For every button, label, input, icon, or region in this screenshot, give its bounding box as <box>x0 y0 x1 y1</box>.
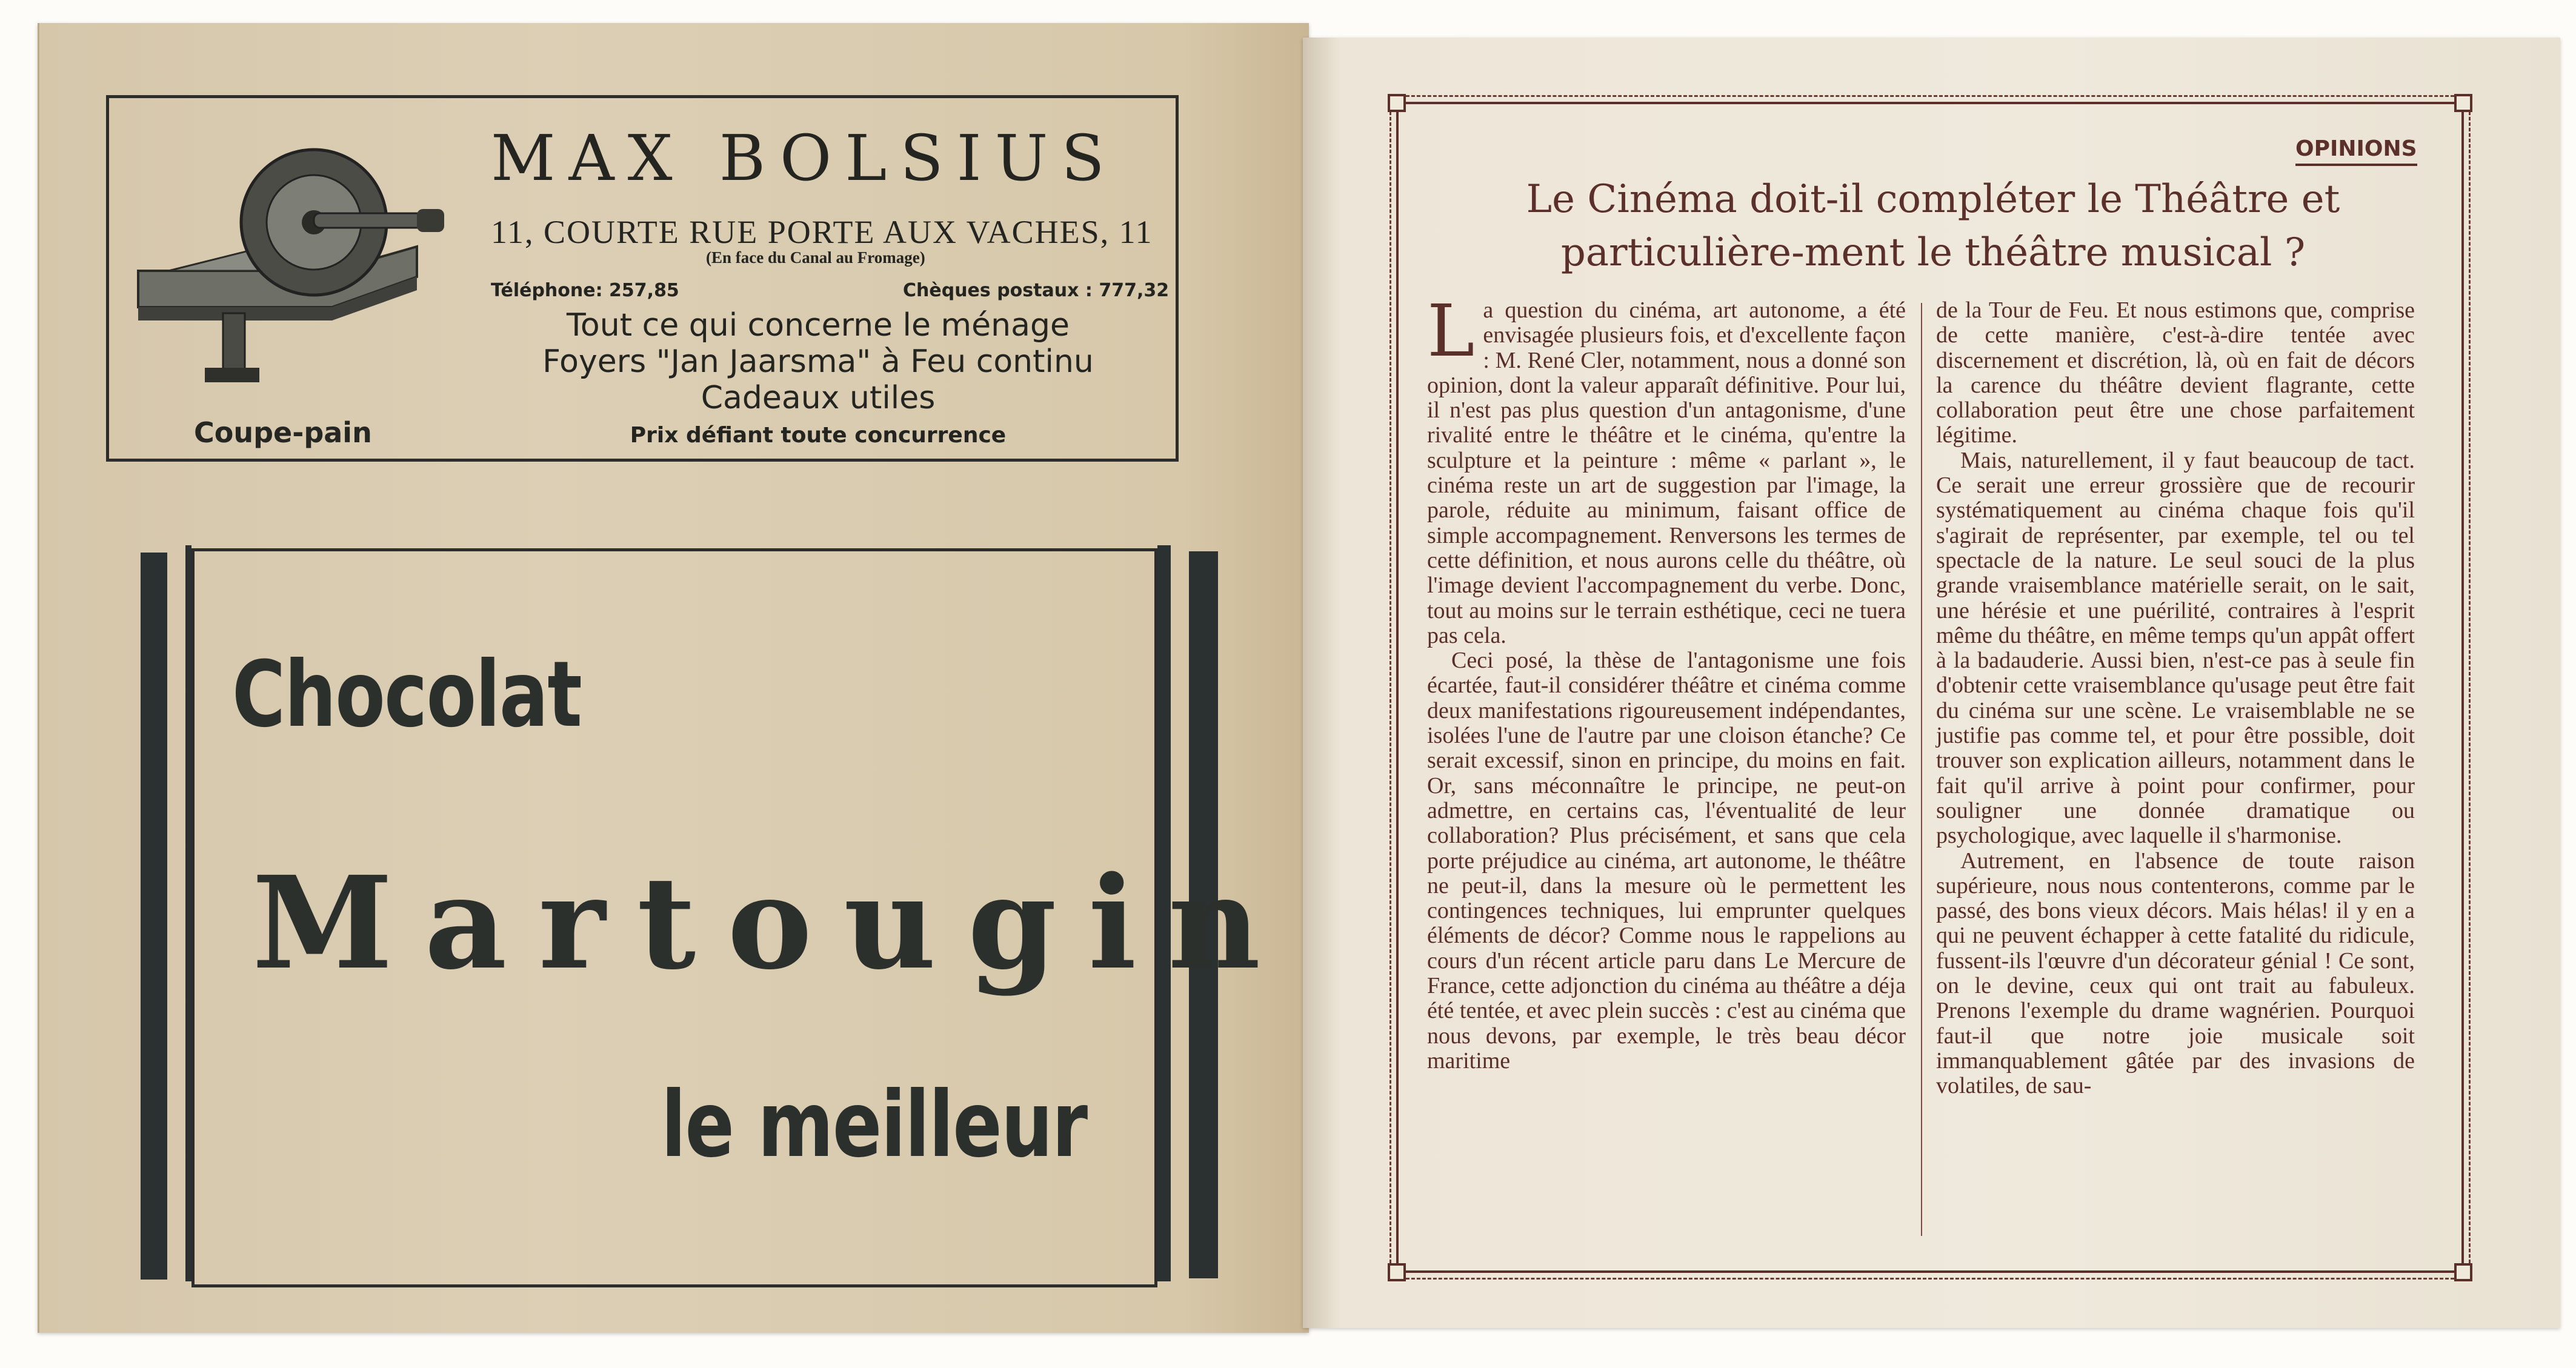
slicer-caption: Coupe-pain <box>194 416 372 449</box>
ad-line-1: Tout ce qui concerne le ménage <box>567 307 1070 344</box>
paragraph-5: Autrement, en l'absence de toute raison supérieure, nous nous contenterons, comme par le passé, des bons vieux décors. Mais hélas! il y en a qui ne peuvent échapper à cette fatalité du ridicule, fussent-ils l'œuvre d'un décorateur génial ! Ce sont, on le devine, ceux qui ont trait au fabuleux. Prenons l'exemple du drame wagnérien. Pourquoi faut-il que notre joie musicale soit immanquablement gâtée par des invasions de volatiles, de sau- <box>1936 848 2415 1099</box>
drop-cap: L <box>1427 289 1475 373</box>
article-title: Le Cinéma doit-il compléter le Théâtre et particulière-ment le théâtre musical ? <box>1526 177 2340 275</box>
paragraph-2: Ceci posé, la thèse de l'antagonisme une fois écartée, faut-il considérer théâtre et cinéma comme deux manifestations rigoureusement indépendantes, isolées l'une de l'autre par une cloison étanche? Ce serait excessif, sinon en principe, du moins en fait. Or, sans méconnaître le principe, ne peut-on admettre, en certains cas, l'éventualité de leur collaboration? Plus précisément, et sans que cela porte préjudice au cinéma, art autonome, le théâtre ne peut-il, dans la mesure où le permettent les contingences techniques, lui emprunter quelques éléments de décor? Comme nous le rappelions au cours d'un récent article paru dans Le Mercure de France, cette adjonction du cinéma au théâtre a déja été tentée, et avec plein succès : c'est au cinéma que nous devons, par exemple, le très beau décor maritime <box>1427 648 1906 1074</box>
bolsius-advertisement <box>106 95 1179 462</box>
chocolat-text: Chocolat <box>232 642 582 748</box>
martougin-text: Martougin <box>252 848 1293 998</box>
advertiser-name: MAX BOLSIUS <box>491 121 1118 195</box>
ad-line-2: Foyers "Jan Jaarsma" à Feu continu <box>542 344 1094 380</box>
ad-price-line: Prix défiant toute concurrence <box>630 423 1007 448</box>
le-meilleur-text: le meilleur <box>661 1072 1087 1178</box>
frame-corner-br <box>2454 1263 2472 1281</box>
paragraph-4: Mais, naturellement, il y faut beaucoup de tact. Ce serait une erreur grossière que de recourir systématiquement au cinéma chaque fois qu'il s'agirait de représenter, par exemple, tel ou tel spectacle de la nature. Le seul souci de la plus grande vraisemblance matérielle serait, on le sait, une hérésie et une puérilité, contraires à l'esprit même du théâtre, en même temps qu'un appât offert à la badauderie. Aussi bien, n'est-ce pas à seule fin d'obtenir cette vraisemblance qu'usage peut être fait du cinéma sur une scène. Le vraisemblable ne se justifie pas comme tel, et pour être possible, doit trouver son explication ailleurs, notamment dans le fait qu'il arrive à point pour confirmer, pour souligner une donnée dramatique ou psychologique, avec laquelle il s'harmonise. <box>1936 447 2415 849</box>
frame-corner-bl <box>1388 1263 1406 1281</box>
postal-cheques: Chèques postaux : 777,32 <box>903 280 1170 301</box>
ad-frame-bar-left-outer <box>141 553 167 1280</box>
frame-corner-tl <box>1388 94 1406 112</box>
paragraph-3: de la Tour de Feu. Et nous estimons que, comprise de cette manière, c'est-à-dire tentée avec discernement et discrétion, là, où en fait de décors la carence du théâtre devient flagrante, cette collaboration peut être une chose parfaitement légitime. <box>1936 297 2415 448</box>
address-note: (En face du Canal au Fromage) <box>706 248 925 267</box>
article-column-2 <box>1936 298 2415 1099</box>
section-label: OPINIONS <box>2295 136 2417 166</box>
telephone: Téléphone: 257,85 <box>491 280 679 301</box>
chocolat-advertisement <box>191 548 1293 1287</box>
article-column-1 <box>1427 289 1906 1074</box>
ad-frame-bar-left-inner <box>185 545 191 1281</box>
bread-slicer-illustration <box>132 131 447 386</box>
ad-line-3: Cadeaux utiles <box>701 380 936 416</box>
paragraph-1: a question du cinéma, art autonome, a été envisagée plusieurs fois, et d'excellente façon : M. René Cler, notamment, nous a donné son opinion, dont la valeur apparaît définitive. Pour lui, il n'est pas plus question d'un antagonisme, d'une rivalité entre le théâtre et le cinéma, qu'entre la sculpture et la peinture : même « parlant », le cinéma reste un art de suggestion par l'image, la parole, réduite au minimum, faisant office de simple accompagnement. Renversons les termes de cette définition, et nous aurons celle du théâtre, où l'image devient l'accompagnement du verbe. Donc, tout au moins sur le terrain esthétique, ceci ne tuera pas cela. <box>1427 297 1906 648</box>
advertiser-address: 11, COURTE RUE PORTE AUX VACHES, 11 <box>491 214 1153 250</box>
frame-corner-tr <box>2454 94 2472 112</box>
column-divider <box>1921 303 1922 1236</box>
